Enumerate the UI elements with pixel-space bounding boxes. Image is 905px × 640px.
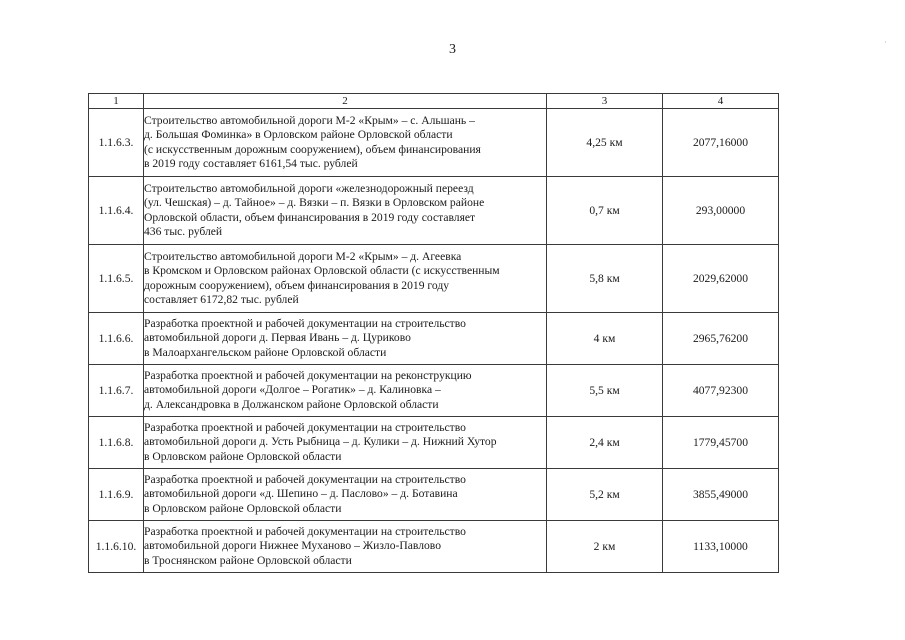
length-cell: 5,8 км	[547, 245, 663, 313]
table-row	[89, 313, 779, 365]
description-line: Строительство автомобильной дороги «железнодорожный переезд	[144, 181, 474, 195]
column-header-4: 4	[663, 94, 779, 109]
description-line: в Кромском и Орловском районах Орловской области (с искусственным	[144, 264, 500, 278]
item-number-cell: 1.1.6.6.	[89, 313, 144, 365]
amount-cell: 4077,92300	[663, 365, 779, 417]
table-row	[89, 521, 779, 573]
table-header-row	[89, 94, 779, 109]
table-row	[89, 469, 779, 521]
description-cell	[144, 469, 547, 521]
length-cell: 5,5 км	[547, 365, 663, 417]
description-line: дорожным сооружением), объем финансирования в 2019 году	[144, 278, 450, 292]
description-cell	[144, 177, 547, 245]
description-line: Строительство автомобильной дороги М-2 «Крым» – с. Альшань –	[144, 113, 475, 127]
description-line: (с искусственным дорожным сооружением), объем финансирования	[144, 142, 481, 156]
description-line: 436 тыс. рублей	[144, 224, 223, 238]
page-number: 3	[449, 42, 456, 57]
amount-cell: 2029,62000	[663, 245, 779, 313]
description-line: Строительство автомобильной дороги М-2 «Крым» – д. Агеевка	[144, 249, 462, 263]
column-header-3: 3	[547, 94, 663, 109]
description-line: Разработка проектной и рабочей документации на реконструкцию	[144, 369, 472, 383]
amount-cell: 2965,76200	[663, 313, 779, 365]
description-line: в Троснянском районе Орловской области	[144, 553, 352, 567]
description-line: автомобильной дороги д. Усть Рыбница – д. Кулики – д. Нижний Хутор	[144, 435, 497, 449]
length-cell: 2,4 км	[547, 417, 663, 469]
length-cell: 5,2 км	[547, 469, 663, 521]
amount-cell: 2077,16000	[663, 109, 779, 177]
amount-cell: 1779,45700	[663, 417, 779, 469]
description-line: (ул. Чешская) – д. Тайное» – д. Вязки – п. Вязки в Орловском районе	[144, 196, 485, 210]
description-cell	[144, 417, 547, 469]
description-line: в Малоархангельском районе Орловской области	[144, 345, 387, 359]
table-row	[89, 417, 779, 469]
amount-cell: 293,00000	[663, 177, 779, 245]
table-row	[89, 177, 779, 245]
amount-cell: 1133,10000	[663, 521, 779, 573]
description-cell	[144, 521, 547, 573]
item-number-cell: 1.1.6.7.	[89, 365, 144, 417]
table-row	[89, 245, 779, 313]
column-header-1: 1	[89, 94, 144, 109]
description-cell	[144, 245, 547, 313]
item-number-cell: 1.1.6.5.	[89, 245, 144, 313]
description-line: автомобильной дороги Нижнее Муханово – Жизло-Павлово	[144, 539, 441, 553]
length-cell: 4,25 км	[547, 109, 663, 177]
column-header-2: 2	[144, 94, 547, 109]
description-line: д. Александровка в Должанском районе Орловской области	[144, 397, 439, 411]
description-line: Орловской области, объем финансирования в 2019 году составляет	[144, 210, 476, 224]
description-line: д. Большая Фоминка» в Орловском районе Орловской области	[144, 128, 453, 142]
item-number-cell: 1.1.6.3.	[89, 109, 144, 177]
description-line: составляет 6172,82 тыс. рублей	[144, 292, 299, 306]
description-cell	[144, 365, 547, 417]
description-line: в 2019 году составляет 6161,54 тыс. рублей	[144, 156, 358, 170]
description-line: Разработка проектной и рабочей документации на строительство	[144, 473, 466, 487]
description-line: Разработка проектной и рабочей документации на строительство	[144, 317, 466, 331]
item-number-cell: 1.1.6.4.	[89, 177, 144, 245]
road-works-table	[88, 93, 779, 573]
table-body	[89, 109, 779, 573]
description-line: Разработка проектной и рабочей документации на строительство	[144, 525, 466, 539]
description-cell	[144, 109, 547, 177]
description-line: в Орловском районе Орловской области	[144, 501, 342, 515]
length-cell: 2 км	[547, 521, 663, 573]
description-line: автомобильной дороги д. Первая Ивань – д. Цуриково	[144, 331, 411, 345]
amount-cell: 3855,49000	[663, 469, 779, 521]
description-cell	[144, 313, 547, 365]
table-row	[89, 365, 779, 417]
description-line: в Орловском районе Орловской области	[144, 449, 342, 463]
length-cell: 4 км	[547, 313, 663, 365]
item-number-cell: 1.1.6.8.	[89, 417, 144, 469]
description-line: автомобильной дороги «д. Шепино – д. Паслово» – д. Ботавина	[144, 487, 458, 501]
description-line: автомобильной дороги «Долгое – Рогатик» – д. Калиновка –	[144, 383, 441, 397]
table-row	[89, 109, 779, 177]
item-number-cell: 1.1.6.10.	[89, 521, 144, 573]
item-number-cell: 1.1.6.9.	[89, 469, 144, 521]
corner-mark: ·	[884, 38, 887, 47]
description-line: Разработка проектной и рабочей документации на строительство	[144, 421, 466, 435]
length-cell: 0,7 км	[547, 177, 663, 245]
